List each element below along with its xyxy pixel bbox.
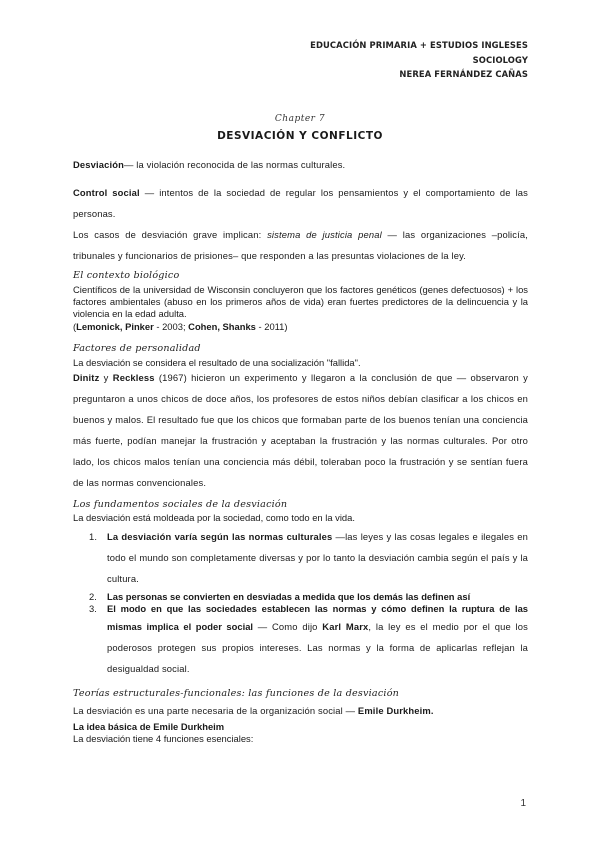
document-body [73,154,528,745]
item-text: —las leyes y las cosas legales e ilegales en todo el mundo son completamente diversas y por lo tanto la desviación cambia según el país y la cultura. [107,531,528,585]
paragraph-casos [73,224,528,266]
item-text-b: , la ley es el medio por el que los poderosos protegen sus propios intereses. Las normas y la forma de aplicarlas reflejan la desigualdad social. [107,620,528,674]
def-desviacion: — la violación reconocida de las normas culturales. [124,159,346,170]
list-number: 3. [89,603,97,615]
page-number: 1 [520,798,526,809]
list-number: 2. [89,591,97,603]
header-subject: SOCIOLOGY [472,54,528,65]
item-bold: La desviación varía según las normas culturales [107,531,333,543]
paragraph-fundamentos-lead: La desviación está moldeada por la sociedad, como todo en la vida. [73,512,355,524]
paragraph-personalidad-lead: La desviación se considera el resultado de una socialización "fallida". [73,356,361,368]
header-author: NEREA FERNÁNDEZ CAÑAS [399,69,528,79]
casos-text-b: — las organizaciones –policía, tribunales y funcionarios de prisiones– que responden a las presuntas violaciones de la ley. [73,229,528,261]
def-control-social: — intentos de la sociedad de regular los pensamientos y el comportamiento de las personas. [73,187,529,219]
cite-year-2: - 2011) [255,320,288,332]
list-item [73,603,528,678]
term-desviacion: Desviación [73,159,125,170]
definition-control-social [73,182,528,224]
author-marx: Karl Marx [322,620,369,632]
cite-author-1: Lemonick, Pinker [76,320,154,332]
heading-personalidad: Factores de personalidad [73,342,201,354]
item-bold: Las personas se convierten en desviadas a medida que los demás las definen así [107,591,471,603]
paragraph-biologico: Científicos de la universidad de Wisconsin concluyeron que los factores genéticos (genes defectuosos) + los factores ambientales (abuso en los primeros años de vida) eran fuertes predictores de la delincuencia y la violencia en la edad adulta. [73,284,528,320]
cite-year-1: - 2003; [153,320,189,332]
list-fundamentos [73,526,528,678]
list-item [73,526,528,589]
item-text-a: — Como dijo [253,620,323,632]
document-header [310,38,528,82]
cite-author-2: Cohen, Shanks [188,320,256,332]
author-dinitz: Dinitz [73,372,100,384]
text-experiment: (1967) hicieron un experimento y llegaron a la conclusión de que — observaron y preguntaron a unos chicos de doce años, los profesores de estos niños debían clasificar a los chicos en buenos y malos. El resultado fue que los chicos que formaban parte de los buenos tenían una conciencia más fuerte, podían manejar la frustración y aceptaban la frustración y las normas culturales. Por otro lado, los chicos malos tenían una conciencia más débil, toleraban poco la frustración y se sentían fuera de las normas convencionales. [73,372,528,489]
heading-teorias-funcionales: Teorías estructurales-funcionales: las funciones de la desviación [73,687,400,699]
chapter-label: Chapter 7 [274,114,326,124]
heading-fundamentos-sociales: Los fundamentos sociales de la desviación [73,499,288,511]
citation-biologico: (Lemonick, Pinker - 2003; Cohen, Shanks - 2011) [73,320,288,332]
header-course: EDUCACIÓN PRIMARIA + ESTUDIOS INGLESES [310,40,528,50]
paragraph-funciones: La desviación tiene 4 funciones esenciales: [73,732,254,744]
casos-text-a: Los casos de desviación grave implican: [73,229,268,240]
durkheim-text: La desviación es una parte necesaria de la organización social — [73,704,358,716]
author-reckless: Reckless [112,372,155,384]
author-durkheim: Emile Durkheim. [357,704,434,716]
list-item [73,591,528,603]
chapter-title: DESVIACIÓN Y CONFLICTO [217,130,383,142]
item-bold: El modo en que las sociedades establecen las normas y cómo definen la ruptura de las mismas implica el poder social [107,603,528,632]
heading-contexto-biologico: El contexto biológico [73,270,180,281]
term-control-social: Control social [73,187,140,198]
paragraph-durkheim [73,700,528,721]
list-number: 1. [89,531,98,543]
definition-desviacion [73,154,528,175]
paragraph-dinitz-reckless [73,367,528,493]
subheading-idea-durkheim: La idea básica de Emile Durkheim [73,720,225,732]
text-and: y [99,372,113,384]
casos-italic: sistema de justicia penal [267,229,382,240]
